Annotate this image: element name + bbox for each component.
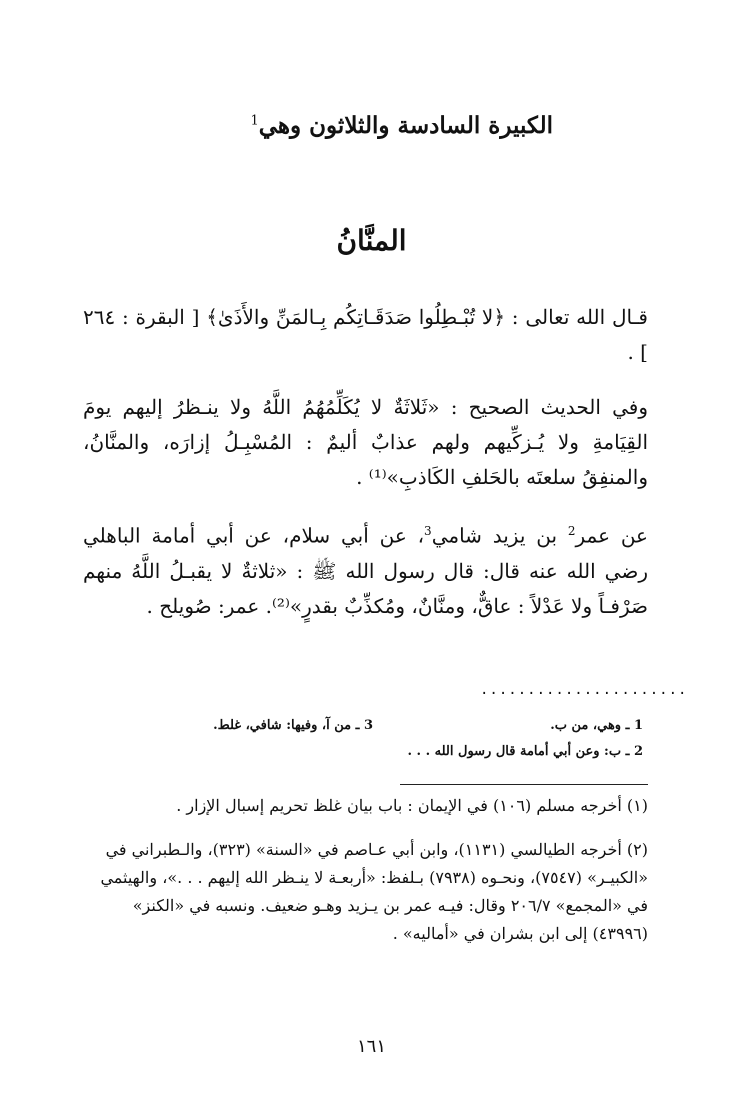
page-number: ١٦١ (356, 1036, 386, 1057)
manuscript-note-3: 3 ـ من آ، وفيها: شافي، غلط. (213, 718, 373, 733)
separator-dots: ...................... (480, 682, 688, 698)
heading-note-ref: 1 (250, 113, 259, 129)
section-title: المنَّانُ (336, 224, 407, 257)
note-ref-3: 3 (424, 524, 432, 538)
note-ref-2: 2 (567, 524, 576, 538)
paragraph-narration (83, 514, 648, 624)
manuscript-note-2: 2 ـ ب: وعن أبي أمامة قال رسول الله . . . (407, 744, 643, 759)
chapter-heading (250, 112, 553, 139)
footnote-divider (400, 784, 648, 785)
narration-part-a: عن عمر (575, 523, 648, 548)
narration-part-b: بن يزيد شامي (431, 523, 568, 548)
chapter-heading-text: الكبيرة السادسة والثلاثون وهي (258, 112, 553, 139)
narration-part-c: ، عن أبي سلام، عن أبي أمامة الباهلي رضي الله عنه قال: قال رسول الله ﷺ : «ثلاثةٌ لا يقبـلُ اللَّهُ منهم صَرْفـاً ولا عَدْلاً : عاقٌّ، ومنَّانٌ، ومُكذِّبٌ بقدرٍ»⁽²⁾. عمر: صُويلح . (83, 523, 648, 618)
manuscript-note-1: 1 ـ وهي، من ب. (550, 718, 643, 733)
paragraph-quran-verse: قـال الله تعالى : ﴿لا تُبْـطِلُوا صَدَقَـاتِكُم بِـالمَنِّ والأَذَىٰ﴾ [ البقرة : ٢٦٤ ] . (83, 305, 648, 364)
paragraph-hadith: وفي الحديث الصحيح : «ثَلاثَةٌ لا يُكَلِّمُهُمُ اللَّهُ ولا ينـظرُ إليهم يومَ القِيَامةِ ولا يُـزكِّيهم ولهم عذابٌ أليمٌ : المُسْبِـلُ إزارَه، والمنَّانُ، والمنفِقُ سلعتَه بالحَلفِ الكَاذبِ»⁽¹⁾ . (83, 395, 649, 489)
footnote-2: (٢) أخرجه الطيالسي (١١٣١)، وابن أبي عـاصم في «السنة» (٣٢٣)، والـطبراني في «الكبيـر» (٧٥٤٧)، ونحـوه (٧٩٣٨) بـلفظ: «أربعـة لا ينـظر الله إليهم . . .»، والهيثمي في «المجمع» ٢٠٦/٧ وقال: فيـه عمر بن يـزيد وهـو ضعيف. ونسبه في «الكنز» (٤٣٩٩٦) إلى ابن بشران في «أماليه» . (100, 840, 648, 943)
footnote-1: (١) أخرجه مسلم (١٠٦) في الإيمان : باب بيان غلظ تحريم إسبال الإزار . (176, 796, 648, 815)
